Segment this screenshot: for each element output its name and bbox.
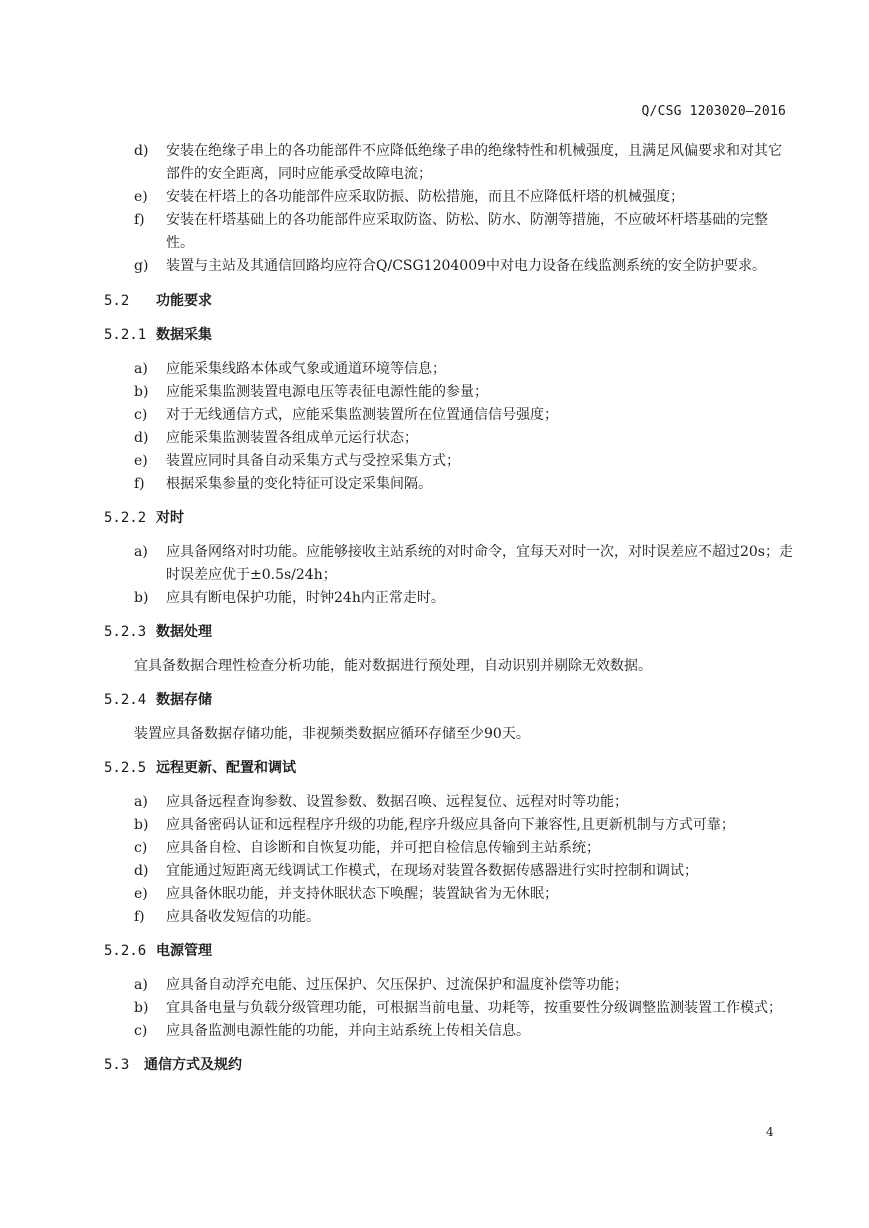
section-heading-5-2-5 xyxy=(104,757,794,780)
list-item-text: 装置应同时具备自动采集方式与受控采集方式； xyxy=(166,453,460,469)
section-heading-5-2-2 xyxy=(104,507,794,530)
list-item-text: 应能采集监测装置电源电压等表征电源性能的参量； xyxy=(166,384,488,400)
list-item-text: 应具备远程查询参数、设置参数、数据召唤、远程复位、远程对时等功能； xyxy=(166,794,628,810)
list-item-text: 应能采集线路本体或气象或通道环境等信息； xyxy=(166,361,446,377)
list-item-label: d) xyxy=(134,430,149,446)
list-item-label: b) xyxy=(134,817,149,833)
list-item-text: 应具备密码认证和远程程序升级的功能,程序升级应具备向下兼容性,且更新机制与方式可靠； xyxy=(166,817,735,833)
page-number: 4 xyxy=(766,1125,774,1139)
section-number: 5.2.5 xyxy=(104,760,147,776)
list-item-label: b) xyxy=(134,590,149,606)
list-item-label: a) xyxy=(134,794,148,810)
list-item-text: 安装在杆塔基础上的各功能部件应采取防盗、防松、防水、防潮等措施，不应破坏杆塔基础的完整性。 xyxy=(166,212,768,251)
data-storage-paragraph: 装置应具备数据存储功能，非视频类数据应循环存储至少90天。 xyxy=(134,726,530,742)
list-item xyxy=(104,427,794,450)
list-item xyxy=(104,837,794,860)
remote-update-list xyxy=(104,791,794,929)
list-item-label: b) xyxy=(134,1000,149,1016)
section-title: 功能要求 xyxy=(156,293,212,309)
list-item-label: e) xyxy=(134,886,148,902)
list-item xyxy=(104,381,794,404)
section-number: 5.2.1 xyxy=(104,327,147,343)
list-item-text: 应具备监测电源性能的功能，并向主站系统上传相关信息。 xyxy=(166,1023,530,1039)
list-item xyxy=(104,814,794,837)
time-sync-list xyxy=(104,541,794,610)
list-item-text: 宜能通过短距离无线调试工作模式，在现场对装置各数据传感器进行实时控制和调试； xyxy=(166,863,698,879)
list-item-label: a) xyxy=(134,361,148,377)
section-number: 5.2 xyxy=(104,293,130,309)
list-item xyxy=(104,255,794,278)
page-content xyxy=(104,140,794,1088)
section-title: 数据存储 xyxy=(156,692,212,708)
list-item-text: 应具备自动浮充电能、过压保护、欠压保护、过流保护和温度补偿等功能； xyxy=(166,977,628,993)
list-item xyxy=(104,974,794,997)
section-heading-5-2-6 xyxy=(104,940,794,963)
list-item-text: 装置与主站及其通信回路均应符合Q/CSG1204009中对电力设备在线监测系统的安全防护要求。 xyxy=(166,258,767,274)
list-item xyxy=(104,450,794,473)
list-item-text: 宜具备电量与负载分级管理功能，可根据当前电量、功耗等，按重要性分级调整监测装置工作模式； xyxy=(166,1000,782,1016)
list-item xyxy=(104,997,794,1020)
list-item xyxy=(104,358,794,381)
list-item-text: 应具备自检、自诊断和自恢复功能，并可把自检信息传输到主站系统； xyxy=(166,840,600,856)
section-title: 通信方式及规约 xyxy=(144,1057,242,1073)
list-item-text: 应具有断电保护功能，时钟24h内正常走时。 xyxy=(166,590,445,606)
list-item-text: 应具备收发短信的功能。 xyxy=(166,909,320,925)
list-item-label: d) xyxy=(134,863,149,879)
list-item-text: 安装在绝缘子串上的各功能部件不应降低绝缘子串的绝缘特性和机械强度，且满足风偏要求和对其它部件的安全距离，同时应能承受故障电流； xyxy=(166,143,782,182)
power-management-list xyxy=(104,974,794,1043)
section-title: 对时 xyxy=(156,510,184,526)
document-code-header: Q/CSG 1203020—2016 xyxy=(641,104,786,119)
list-item-label: f) xyxy=(134,212,145,228)
list-item xyxy=(104,186,794,209)
section-heading-5-2-4 xyxy=(104,689,794,712)
list-item-label: b) xyxy=(134,384,149,400)
section-heading-5-2-1 xyxy=(104,324,794,347)
install-requirements-list xyxy=(104,140,794,278)
list-item-label: e) xyxy=(134,189,148,205)
section-title: 数据采集 xyxy=(156,327,212,343)
list-item xyxy=(104,541,794,587)
list-item-label: f) xyxy=(134,909,145,925)
section-heading-5-3 xyxy=(104,1054,794,1077)
list-item-label: a) xyxy=(134,544,148,560)
list-item-label: e) xyxy=(134,453,148,469)
list-item xyxy=(104,860,794,883)
list-item-label: c) xyxy=(134,1023,148,1039)
list-item xyxy=(104,1020,794,1043)
list-item-text: 根据采集参量的变化特征可设定采集间隔。 xyxy=(166,476,432,492)
section-number: 5.2.4 xyxy=(104,692,147,708)
list-item xyxy=(104,140,794,186)
list-item xyxy=(104,404,794,427)
list-item-label: c) xyxy=(134,407,148,423)
list-item xyxy=(104,473,794,496)
section-heading-5-2-3 xyxy=(104,621,794,644)
section-number: 5.3 xyxy=(104,1057,130,1073)
list-item xyxy=(104,906,794,929)
section-number: 5.2.2 xyxy=(104,510,147,526)
list-item xyxy=(104,587,794,610)
data-collection-list xyxy=(104,358,794,496)
section-title: 电源管理 xyxy=(156,943,212,959)
list-item-text: 应具备网络对时功能。应能够接收主站系统的对时命令，宜每天对时一次，对时误差应不超过20s；走时误差应优于±0.5s/24h； xyxy=(166,544,793,583)
list-item-label: f) xyxy=(134,476,145,492)
list-item xyxy=(104,883,794,906)
list-item-text: 对于无线通信方式，应能采集监测装置所在位置通信信号强度； xyxy=(166,407,558,423)
list-item-label: c) xyxy=(134,840,148,856)
list-item-text: 安装在杆塔上的各功能部件应采取防振、防松措施，而且不应降低杆塔的机械强度； xyxy=(166,189,684,205)
data-processing-paragraph: 宜具备数据合理性检查分析功能，能对数据进行预处理，自动识别并剔除无效数据。 xyxy=(134,658,652,674)
list-item xyxy=(104,209,794,255)
section-title: 远程更新、配置和调试 xyxy=(156,760,296,776)
section-title: 数据处理 xyxy=(156,624,212,640)
list-item-label: d) xyxy=(134,143,149,159)
list-item xyxy=(104,791,794,814)
section-heading-5-2 xyxy=(104,290,794,313)
list-item-label: g) xyxy=(134,258,149,274)
section-number: 5.2.3 xyxy=(104,624,147,640)
section-number: 5.2.6 xyxy=(104,943,147,959)
list-item-text: 应能采集监测装置各组成单元运行状态； xyxy=(166,430,418,446)
list-item-text: 应具备休眠功能，并支持休眠状态下唤醒；装置缺省为无休眠； xyxy=(166,886,558,902)
list-item-label: a) xyxy=(134,977,148,993)
